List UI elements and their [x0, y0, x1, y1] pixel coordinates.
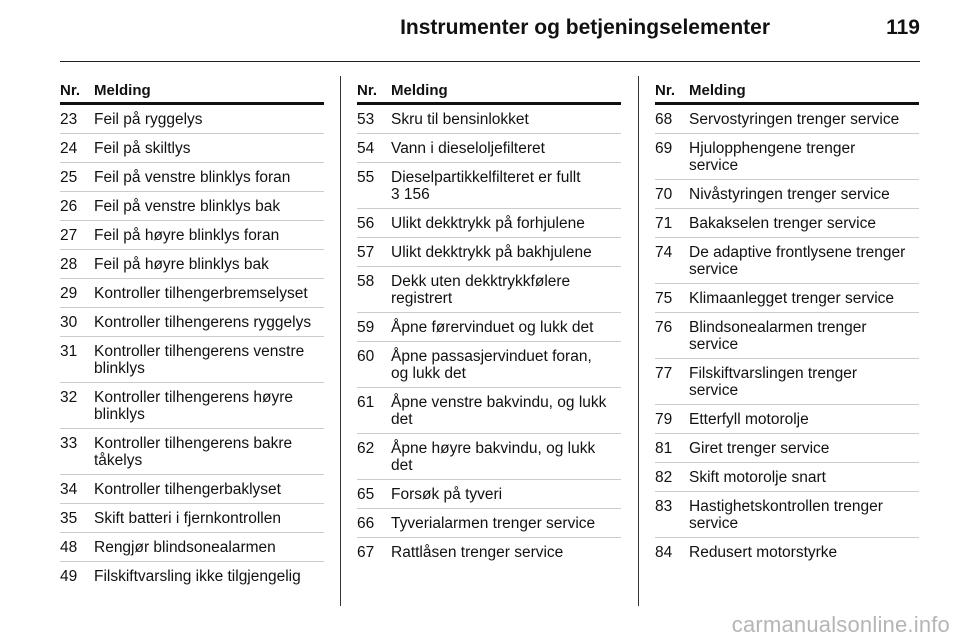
message-text: [689, 319, 919, 353]
message-text-line: tåkelys: [94, 452, 143, 469]
message-text: [94, 256, 324, 273]
message-text: [94, 227, 324, 244]
message-number: 34: [60, 481, 78, 498]
message-text-line: Feil på høyre blinklys bak: [94, 256, 269, 273]
message-number: 35: [60, 510, 78, 527]
message-text-line: Feil på skiltlys: [94, 140, 191, 157]
table-row: [357, 267, 621, 313]
table-row: [655, 209, 919, 238]
table-row: [655, 134, 919, 180]
message-number: 29: [60, 285, 78, 302]
page-title: Instrumenter og betjeningselementer: [400, 16, 770, 39]
message-number: 84: [655, 544, 673, 561]
table-row: [357, 163, 621, 209]
message-text: [689, 244, 919, 278]
message-table-column-2: [357, 80, 621, 566]
message-text: [689, 111, 919, 128]
message-number: 66: [357, 515, 375, 532]
message-text-line: De adaptive frontlysene trenger: [689, 244, 906, 261]
message-text-line: service: [689, 515, 739, 532]
table-row: [357, 313, 621, 342]
message-text: [689, 186, 919, 203]
table-row: [60, 504, 324, 533]
message-text-line: det: [391, 411, 413, 428]
message-number: 59: [357, 319, 375, 336]
message-text-line: Åpne passasjervinduet foran,: [391, 348, 592, 365]
message-text-line: Hjulopphengene trenger: [689, 140, 856, 157]
message-text: [689, 544, 919, 561]
header-melding: Melding: [94, 82, 151, 99]
message-text-line: Klimaanlegget trenger service: [689, 290, 895, 307]
message-text-line: Feil på ryggelys: [94, 111, 203, 128]
message-text-line: Filskiftvarslingen trenger: [689, 365, 857, 382]
message-text-line: Bakakselen trenger service: [689, 215, 876, 232]
table-row: [357, 538, 621, 566]
message-text: [94, 111, 324, 128]
message-text-line: service: [689, 382, 739, 399]
table-row: [655, 434, 919, 463]
message-text-line: Kontroller tilhengerens venstre: [94, 343, 305, 360]
table-row: [60, 429, 324, 475]
message-number: 58: [357, 273, 375, 290]
message-text: [391, 486, 621, 503]
message-text: [391, 544, 621, 561]
message-text-line: Hastighetskontrollen trenger: [689, 498, 883, 515]
table-row: [60, 383, 324, 429]
message-text: [94, 198, 324, 215]
message-text: [689, 290, 919, 307]
message-number: 65: [357, 486, 375, 503]
message-text-line: Åpne førervinduet og lukk det: [391, 319, 594, 336]
table-row: [357, 238, 621, 267]
message-text: [391, 215, 621, 232]
message-number: 26: [60, 198, 78, 215]
message-text: [689, 498, 919, 532]
table-header: [655, 80, 919, 105]
message-number: 32: [60, 389, 78, 406]
message-number: 54: [357, 140, 375, 157]
message-text: [94, 285, 324, 302]
table-row: [357, 480, 621, 509]
message-text: [94, 481, 324, 498]
message-number: 67: [357, 544, 375, 561]
message-number: 74: [655, 244, 673, 261]
table-row: [655, 538, 919, 566]
message-text-line: Dieselpartikkelfilteret er fullt: [391, 169, 581, 186]
message-text: [391, 169, 621, 203]
table-row: [655, 238, 919, 284]
message-text-line: service: [689, 261, 739, 278]
message-text: [391, 348, 621, 382]
header-nr: Nr.: [357, 82, 378, 99]
table-row: [655, 492, 919, 538]
message-number: 69: [655, 140, 673, 157]
table-row: [357, 342, 621, 388]
message-text: [391, 515, 621, 532]
message-text: [94, 140, 324, 157]
table-row: [655, 105, 919, 134]
table-row: [655, 313, 919, 359]
header-melding: Melding: [689, 82, 746, 99]
message-text-line: Ulikt dekktrykk på bakhjulene: [391, 244, 592, 261]
message-number: 31: [60, 343, 78, 360]
message-text: [391, 111, 621, 128]
message-text: [689, 365, 919, 399]
message-text: [94, 343, 324, 377]
message-text-line: Etterfyll motorolje: [689, 411, 809, 428]
message-text-line: Rattlåsen trenger service: [391, 544, 564, 561]
message-text-line: Blindsonealarmen trenger: [689, 319, 867, 336]
message-text-line: 3 156: [391, 186, 430, 203]
message-text-line: Giret trenger service: [689, 440, 830, 457]
message-text-line: Ulikt dekktrykk på forhjulene: [391, 215, 585, 232]
message-text-line: Vann i dieseloljefilteret: [391, 140, 545, 157]
message-number: 70: [655, 186, 673, 203]
table-row: [60, 221, 324, 250]
message-text-line: Dekk uten dekktrykkfølere: [391, 273, 571, 290]
message-text-line: Forsøk på tyveri: [391, 486, 503, 503]
table-row: [655, 180, 919, 209]
message-table-column-3: [655, 80, 919, 566]
table-rows: [357, 105, 621, 566]
message-text: [689, 440, 919, 457]
message-text: [391, 440, 621, 474]
message-text-line: Tyverialarmen trenger service: [391, 515, 596, 532]
table-row: [60, 533, 324, 562]
message-number: 60: [357, 348, 375, 365]
message-text-line: Åpne høyre bakvindu, og lukk: [391, 440, 596, 457]
table-row: [357, 105, 621, 134]
message-text-line: Redusert motorstyrke: [689, 544, 838, 561]
message-text: [391, 244, 621, 261]
message-text-line: Filskiftvarsling ikke tilgjengelig: [94, 568, 301, 585]
table-row: [60, 562, 324, 590]
table-rows: [60, 105, 324, 590]
message-number: 28: [60, 256, 78, 273]
message-text: [94, 510, 324, 527]
message-text-line: Rengjør blindsonealarmen: [94, 539, 276, 556]
message-text: [94, 435, 324, 469]
table-row: [60, 105, 324, 134]
message-text-line: Kontroller tilhengerbaklyset: [94, 481, 281, 498]
message-number: 82: [655, 469, 673, 486]
table-row: [357, 209, 621, 238]
message-text-line: Skru til bensinlokket: [391, 111, 529, 128]
message-text-line: Åpne venstre bakvindu, og lukk: [391, 394, 607, 411]
message-text: [94, 539, 324, 556]
table-row: [60, 308, 324, 337]
table-row: [60, 337, 324, 383]
message-text-line: service: [689, 157, 739, 174]
watermark: carmanualsonline.info: [731, 612, 950, 637]
column-divider: [638, 76, 639, 606]
message-number: 55: [357, 169, 375, 186]
message-number: 75: [655, 290, 673, 307]
message-number: 49: [60, 568, 78, 585]
table-header: [60, 80, 324, 105]
message-text-line: det: [391, 457, 413, 474]
message-text-line: Skift motorolje snart: [689, 469, 826, 486]
message-table-column-1: [60, 80, 324, 590]
message-number: 57: [357, 244, 375, 261]
message-text: [689, 411, 919, 428]
header-nr: Nr.: [655, 82, 676, 99]
message-number: 27: [60, 227, 78, 244]
message-text-line: Kontroller tilhengerens ryggelys: [94, 314, 312, 331]
message-text: [689, 140, 919, 174]
message-number: 71: [655, 215, 673, 232]
table-row: [655, 284, 919, 313]
header-melding: Melding: [391, 82, 448, 99]
message-number: 68: [655, 111, 673, 128]
column-divider: [340, 76, 341, 606]
table-row: [60, 163, 324, 192]
message-number: 76: [655, 319, 673, 336]
message-text-line: Kontroller tilhengerens høyre: [94, 389, 294, 406]
message-text-line: Skift batteri i fjernkontrollen: [94, 510, 281, 527]
table-row: [357, 134, 621, 163]
message-number: 62: [357, 440, 375, 457]
table-rows: [655, 105, 919, 566]
message-number: 33: [60, 435, 78, 452]
message-text-line: Feil på venstre blinklys bak: [94, 198, 281, 215]
table-row: [60, 475, 324, 504]
message-text: [689, 215, 919, 232]
table-row: [357, 434, 621, 480]
message-number: 25: [60, 169, 78, 186]
message-number: 81: [655, 440, 673, 457]
message-text-line: blinklys: [94, 406, 145, 423]
message-text: [689, 469, 919, 486]
message-text-line: Feil på høyre blinklys foran: [94, 227, 280, 244]
table-row: [357, 509, 621, 538]
message-number: 56: [357, 215, 375, 232]
message-text: [94, 169, 324, 186]
message-number: 24: [60, 140, 78, 157]
message-text: [94, 568, 324, 585]
message-text: [94, 314, 324, 331]
message-text-line: Kontroller tilhengerbremselyset: [94, 285, 308, 302]
table-header: [357, 80, 621, 105]
message-number: 83: [655, 498, 673, 515]
message-text-line: blinklys: [94, 360, 145, 377]
header-nr: Nr.: [60, 82, 81, 99]
message-number: 30: [60, 314, 78, 331]
table-row: [60, 250, 324, 279]
message-text-line: og lukk det: [391, 365, 466, 382]
header-divider: [60, 61, 920, 62]
message-text: [391, 319, 621, 336]
message-text: [391, 140, 621, 157]
message-number: 53: [357, 111, 375, 128]
message-text-line: Nivåstyringen trenger service: [689, 186, 890, 203]
message-text-line: Feil på venstre blinklys foran: [94, 169, 291, 186]
message-text-line: Servostyringen trenger service: [689, 111, 900, 128]
message-number: 48: [60, 539, 78, 556]
table-row: [60, 192, 324, 221]
message-number: 77: [655, 365, 673, 382]
table-row: [357, 388, 621, 434]
message-text: [391, 273, 621, 307]
message-number: 61: [357, 394, 375, 411]
message-text: [94, 389, 324, 423]
message-text-line: service: [689, 336, 739, 353]
table-row: [60, 279, 324, 308]
page-number: 119: [886, 16, 920, 39]
table-row: [655, 463, 919, 492]
message-text: [391, 394, 621, 428]
message-text-line: Kontroller tilhengerens bakre: [94, 435, 293, 452]
message-text-line: registrert: [391, 290, 453, 307]
message-number: 79: [655, 411, 673, 428]
table-row: [655, 405, 919, 434]
table-row: [655, 359, 919, 405]
message-number: 23: [60, 111, 78, 128]
table-row: [60, 134, 324, 163]
